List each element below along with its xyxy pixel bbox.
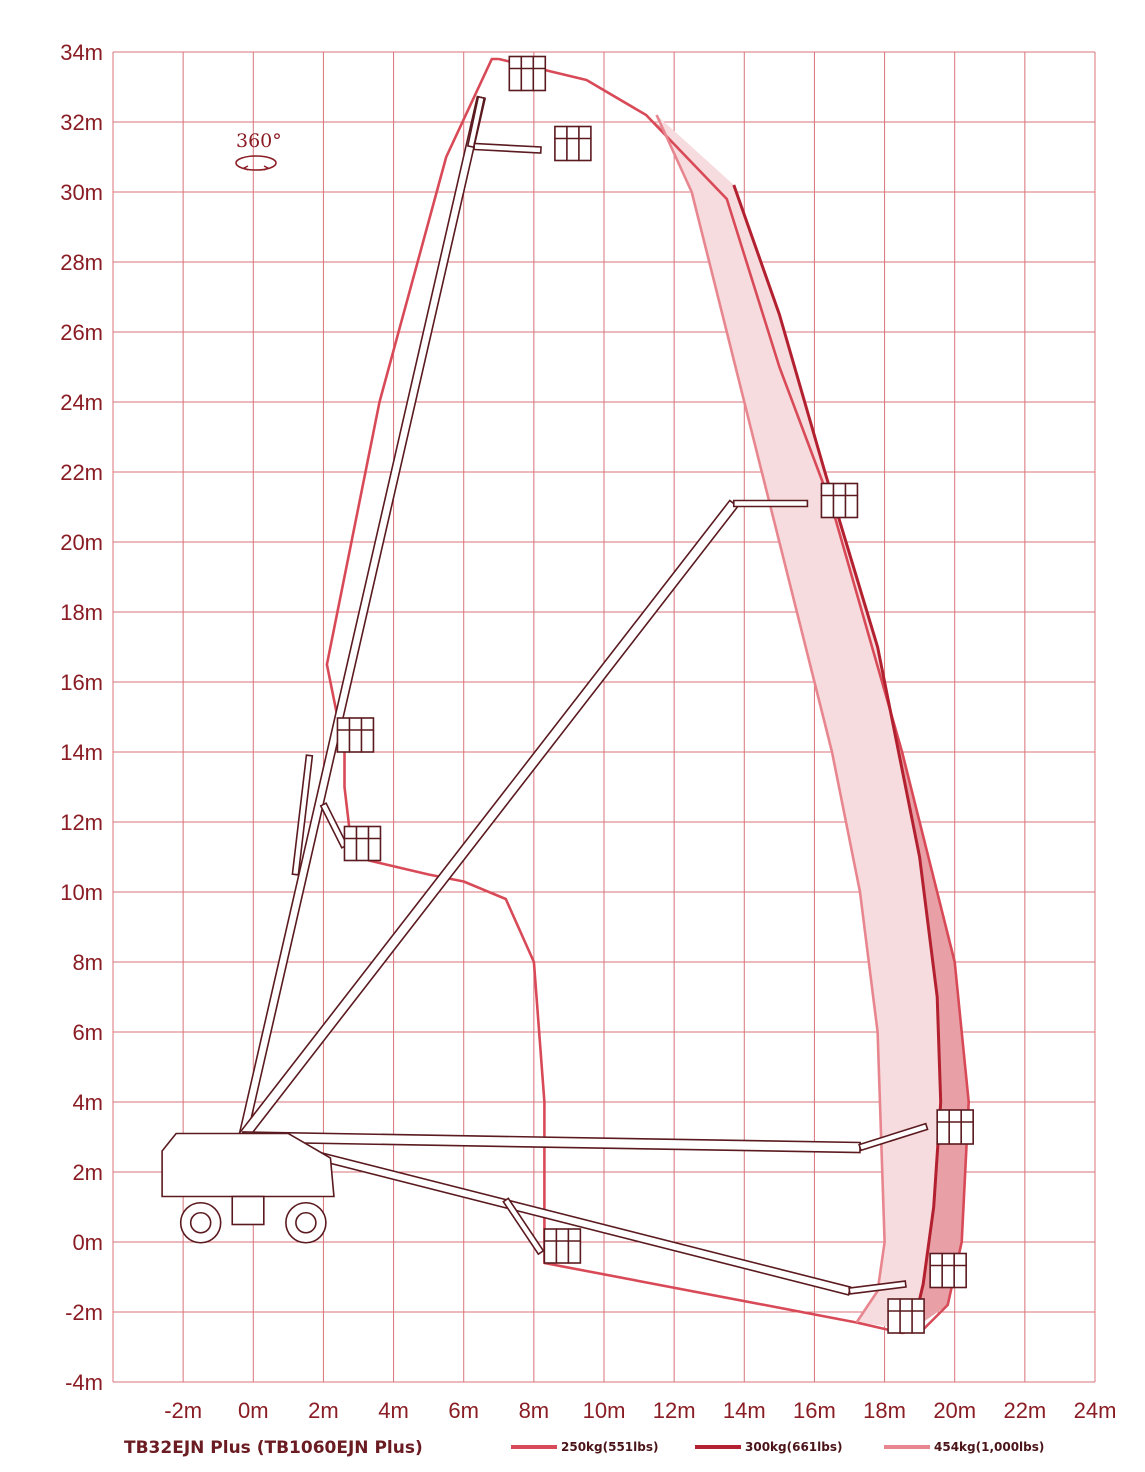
basket-top: [509, 57, 545, 91]
basket-bottom-right: [888, 1299, 924, 1333]
boom-horizontal: [243, 1132, 860, 1152]
rotation-label: 360°: [236, 130, 282, 152]
legend-label: 300kg(661lbs): [745, 1440, 843, 1454]
basket-bottom-right-2: [930, 1254, 966, 1288]
x-tick-label: 22m: [1003, 1398, 1047, 1423]
legend-item-300kg: [695, 1438, 842, 1456]
y-tick-label: 14m: [60, 740, 103, 765]
y-axis-ticks: [60, 40, 103, 1395]
basket-right: [937, 1110, 973, 1144]
legend-swatch: [884, 1445, 930, 1449]
legend-item-454kg: [884, 1438, 1044, 1456]
x-tick-label: 18m: [863, 1398, 906, 1423]
x-tick-label: 14m: [722, 1398, 766, 1423]
y-tick-label: 22m: [60, 460, 103, 485]
x-tick-label: 0m: [238, 1398, 269, 1423]
jib-mid: [734, 501, 808, 507]
y-tick-label: 28m: [60, 250, 103, 275]
rotation-icon: [236, 156, 276, 170]
wheel: [181, 1203, 221, 1243]
x-tick-label: 8m: [518, 1398, 550, 1423]
y-tick-label: 20m: [60, 530, 103, 555]
y-tick-label: 32m: [60, 110, 103, 135]
x-tick-label: 2m: [308, 1398, 339, 1423]
x-tick-label: 20m: [933, 1398, 977, 1423]
legend-label: 454kg(1,000lbs): [934, 1440, 1045, 1454]
basket-low-upper: [337, 718, 373, 752]
x-tick-label: 16m: [793, 1398, 836, 1423]
legend-item-250kg: [511, 1438, 658, 1456]
wheel: [286, 1203, 326, 1243]
y-tick-label: 24m: [60, 390, 103, 415]
y-tick-label: 34m: [60, 40, 103, 65]
y-tick-label: 18m: [60, 600, 103, 625]
y-tick-label: 12m: [60, 810, 103, 835]
y-tick-label: 26m: [60, 320, 103, 345]
jib-low: [321, 803, 347, 848]
footer: [0, 1428, 1145, 1468]
boom-down: [242, 1133, 851, 1295]
basket-mid: [821, 484, 857, 518]
y-tick-label: 30m: [60, 180, 103, 205]
x-tick-label: 24m: [1073, 1398, 1117, 1423]
y-tick-label: 4m: [72, 1090, 103, 1115]
y-tick-label: 2m: [72, 1160, 103, 1185]
x-tick-label: -2m: [164, 1398, 203, 1423]
legend-swatch: [695, 1445, 741, 1449]
y-tick-label: 6m: [72, 1020, 103, 1045]
y-tick-label: 0m: [72, 1230, 103, 1255]
y-tick-label: 16m: [60, 670, 103, 695]
legend-swatch: [511, 1445, 557, 1449]
y-tick-label: 10m: [60, 880, 103, 905]
x-tick-label: 4m: [378, 1398, 409, 1423]
x-tick-label: 12m: [652, 1398, 696, 1423]
basket-bottom: [544, 1229, 580, 1263]
x-tick-label: 10m: [582, 1398, 626, 1423]
rotation-indicator: [236, 130, 282, 170]
legend-label: 250kg(551lbs): [561, 1440, 659, 1454]
x-axis-ticks: [164, 1398, 1116, 1423]
basket-top-2: [555, 127, 591, 161]
model-name: TB32EJN Plus (TB1060EJN Plus): [124, 1438, 423, 1458]
chassis-counterweight: [232, 1197, 264, 1225]
y-tick-label: -2m: [65, 1300, 103, 1325]
basket-low: [344, 827, 380, 861]
y-tick-label: -4m: [65, 1370, 103, 1395]
x-tick-label: 6m: [448, 1398, 479, 1423]
jib-top-flat: [474, 144, 541, 153]
y-tick-label: 8m: [72, 950, 103, 975]
